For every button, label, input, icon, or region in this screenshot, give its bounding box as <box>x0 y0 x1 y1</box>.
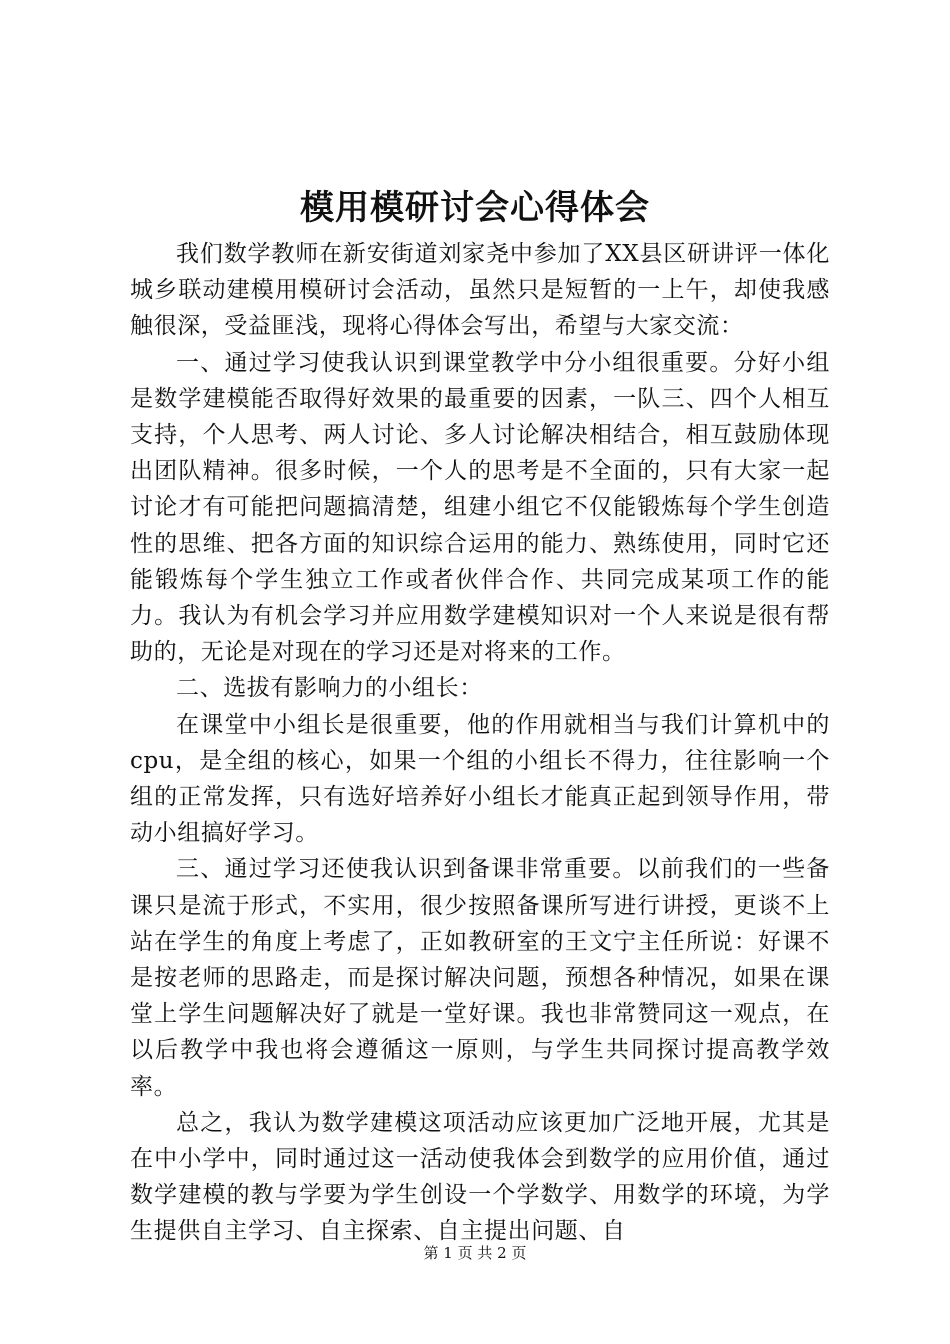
paragraph-point-one: 一、通过学习使我认识到课堂教学中分小组很重要。分好小组是数学建模能否取得好效果的最重要的因素，一队三、四个人相互支持，个人思考、两人讨论、多人讨论解决相结合，相互鼓励体现出团队精神。很多时候，一个人的思考是不全面的，只有大家一起讨论才有可能把问题搞清楚，组建小组它不仅能锻炼每个学生创造性的思维、把各方面的知识综合运用的能力、熟练使用，同时它还能锻炼每个学生独立工作或者伙伴合作、共同完成某项工作的能力。我认为有机会学习并应用数学建模知识对一个人来说是很有帮助的，无论是对现在的学习还是对将来的工作。 <box>130 349 830 666</box>
document-title: 模用模研讨会心得体会 <box>300 188 650 228</box>
paragraph-intro: 我们数学教师在新安街道刘家尧中参加了XX县区研讲评一体化城乡联动建模用模研讨会活动，虽然只是短暂的一上午，却使我感触很深，受益匪浅，现将心得体会写出，希望与大家交流： <box>130 241 830 340</box>
paragraph-point-three: 三、通过学习还使我认识到备课非常重要。以前我们的一些备课只是流于形式，不实用，很少按照备课所写进行讲授，更谈不上站在学生的角度上考虑了，正如教研室的王文宁主任所说：好课不是按老师的思路走，而是探讨解决问题，预想各种情况，如果在课堂上学生问题解决好了就是一堂好课。我也非常赞同这一观点，在以后教学中我也将会遵循这一原则，与学生共同探讨提高教学效率。 <box>130 856 830 1100</box>
document-body <box>130 236 830 1250</box>
paragraph-point-two-heading: 二、选拔有影响力的小组长： <box>176 675 483 702</box>
paragraph-point-two: 在课堂中小组长是很重要，他的作用就相当与我们计算机中的cpu，是全组的核心，如果一个组的小组长不得力，往往影响一个组的正常发挥，只有选好培养好小组长才能真正起到领导作用，带动小组搞好学习。 <box>130 711 830 847</box>
paragraph-summary: 总之，我认为数学建模这项活动应该更加广泛地开展，尤其是在中小学中，同时通过这一活动使我体会到数学的应用价值，通过数学建模的教与学要为学生创设一个学数学、用数学的环境，为学生提供自主学习、自主探索、自主提出问题、自 <box>130 1109 830 1245</box>
page-number-footer: 第 1 页 共 2 页 <box>423 1244 527 1262</box>
